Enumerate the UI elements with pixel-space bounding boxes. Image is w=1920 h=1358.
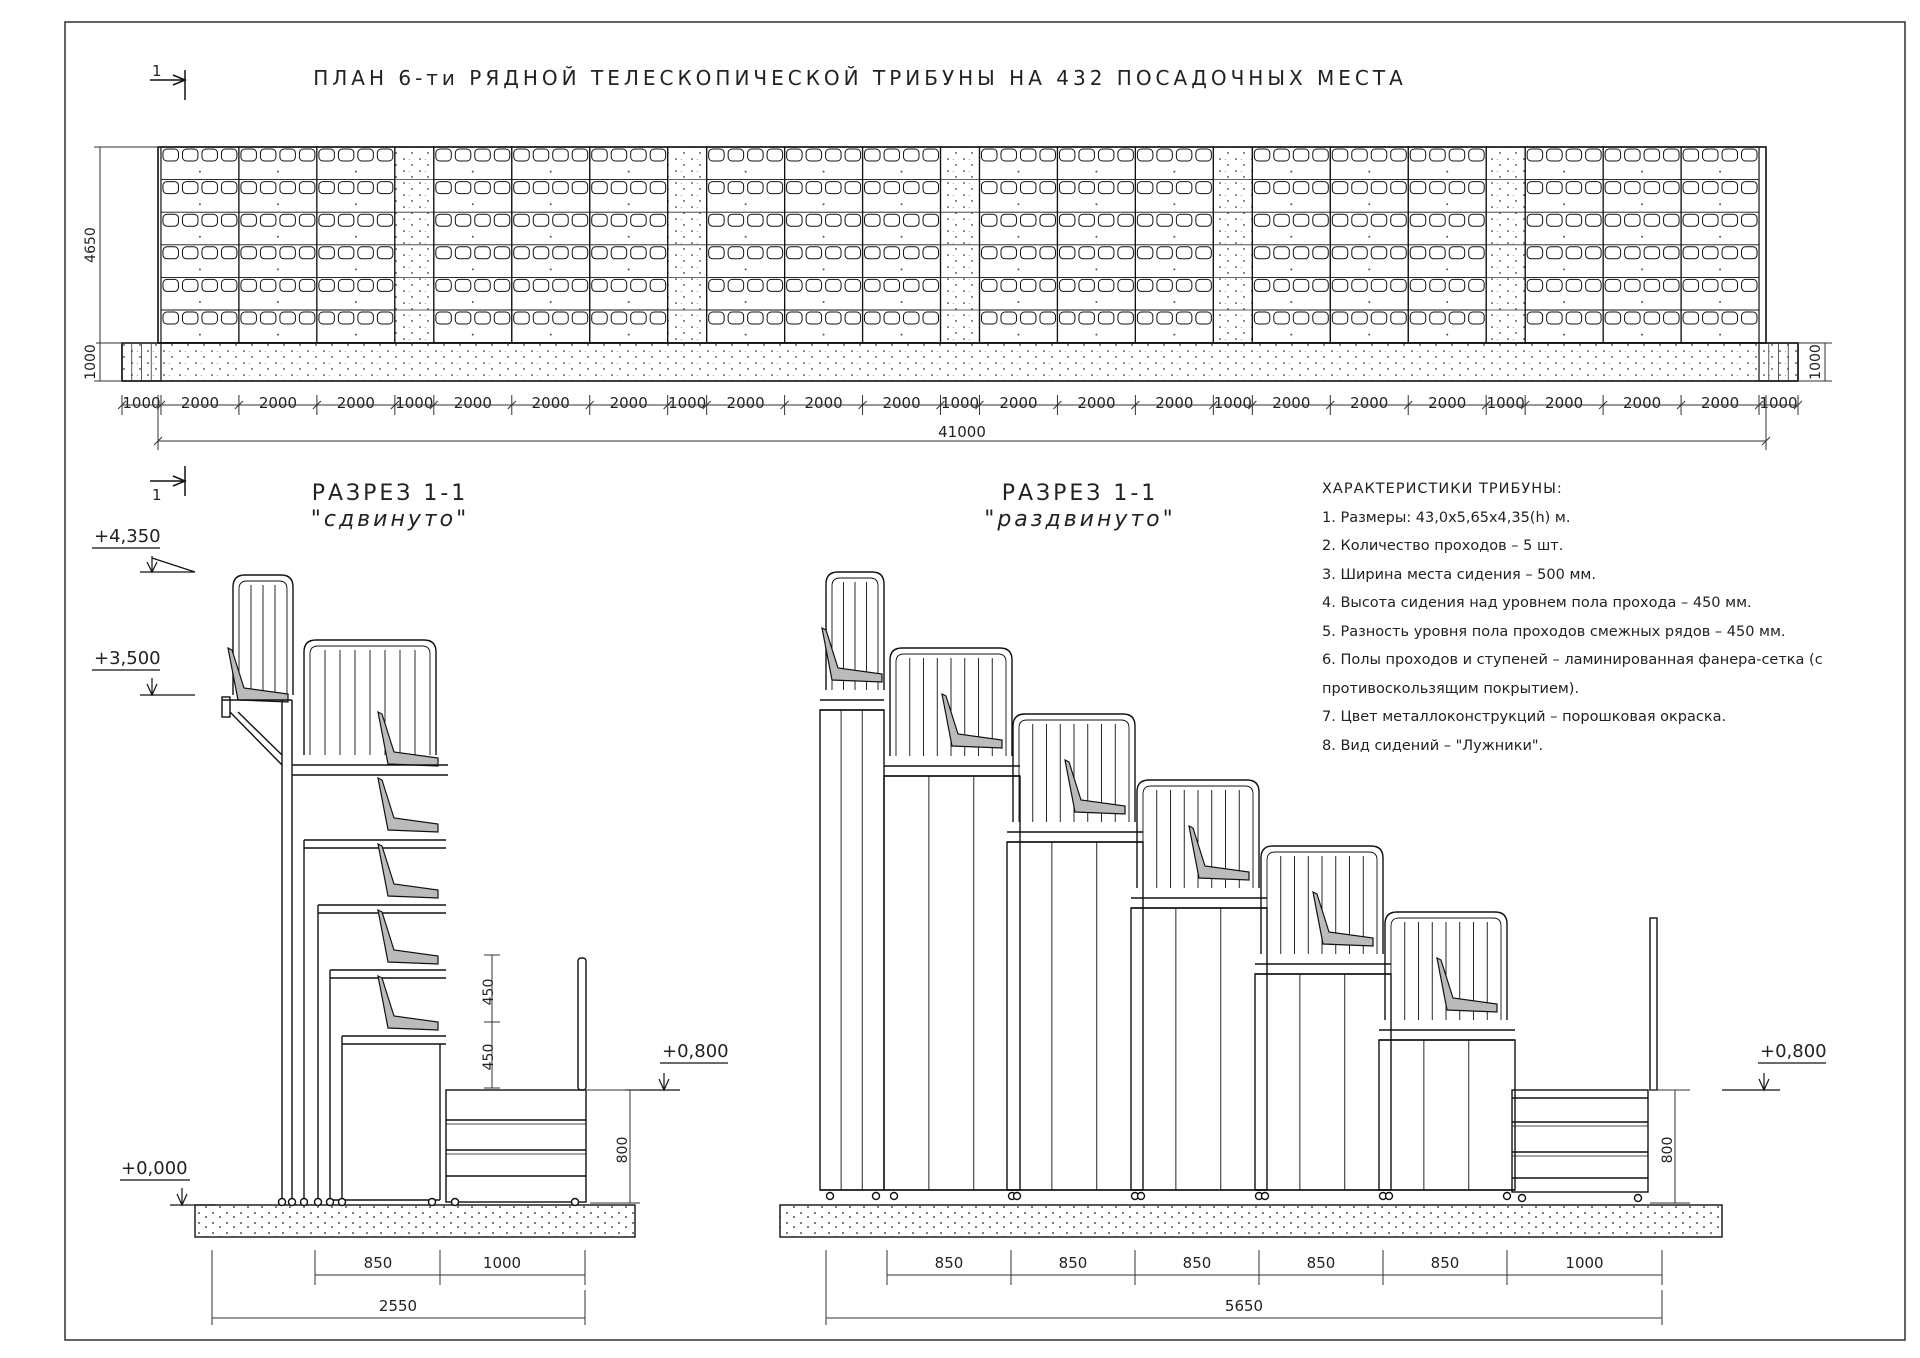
plan-walkway-right-label: 1000 (1808, 344, 1824, 380)
section-left-base-dim (584, 1090, 640, 1203)
elev-marker-step-right (1722, 1063, 1826, 1090)
note-item: 5. Разность уровня пола проходов смежных рядов – 450 мм. (1322, 623, 1786, 640)
note-item: 2. Количество проходов – 5 шт. (1322, 538, 1564, 554)
elev-floor-label: +0,000 (121, 1158, 188, 1179)
plan-bay-label: 2000 (1155, 394, 1194, 412)
seat-shell (822, 628, 882, 682)
elev-step-left-label: +0,800 (662, 1041, 729, 1062)
svg-text:1: 1 (152, 486, 162, 504)
plan-bay-dimensions (118, 394, 1802, 415)
svg-text:1: 1 (152, 62, 162, 80)
plan-walkway (122, 343, 1798, 381)
seat-shell (378, 712, 438, 766)
tier (1255, 846, 1391, 1200)
section-left-w1-label: 850 (363, 1254, 393, 1272)
section-right-width-dims (887, 1250, 1662, 1285)
plan-bay-label: 1000 (1759, 394, 1798, 412)
plan-bay-label: 2000 (453, 394, 492, 412)
elev-step-right-label: +0,800 (1760, 1041, 1827, 1062)
plan-bay-label: 2000 (1428, 394, 1467, 412)
elev-marker-step-left (625, 1063, 728, 1090)
section-right-ground (780, 1205, 1722, 1237)
seat-back-frame (304, 640, 436, 755)
section-left-total-label: 2550 (378, 1297, 418, 1315)
elev-top-label: +4,350 (94, 526, 161, 547)
section-mark-top (150, 62, 185, 100)
plan-bay-label: 2000 (726, 394, 765, 412)
section-right-base-label: 800 (1660, 1136, 1676, 1164)
plan-bay-label: 2000 (1077, 394, 1116, 412)
seat-shell (378, 910, 438, 964)
section-right-title: РАЗРЕЗ 1-1 (1001, 481, 1159, 506)
section-right-width-label: 850 (1306, 1254, 1336, 1272)
plan-bay-label: 1000 (668, 394, 707, 412)
tier (1379, 912, 1515, 1200)
railing (1650, 918, 1657, 1090)
section-left-base-label: 800 (615, 1136, 631, 1164)
plan-bay-label: 2000 (258, 394, 298, 412)
base-step (1512, 1090, 1648, 1202)
plan-bay-label: 2000 (999, 394, 1038, 412)
elev-marker-mid (92, 670, 195, 695)
plan-bay-label: 2000 (1272, 394, 1311, 412)
section-left-title: РАЗРЕЗ 1-1 (311, 481, 469, 506)
note-item: 6. Полы проходов и ступеней – ламинированная фанера-сетка (с противоскользящим покрытием). (1322, 652, 1823, 697)
tier (1131, 780, 1267, 1200)
riser-a-label: 450 (481, 978, 497, 1006)
plan-bay-label: 2000 (531, 394, 570, 412)
section-right-width-label: 1000 (1565, 1254, 1604, 1272)
section-left-structure (222, 575, 586, 1206)
section-right-width-label: 850 (934, 1254, 964, 1272)
plan-height-label: 4650 (83, 227, 99, 263)
section-left-subtitle: "сдвинуто" (310, 507, 470, 532)
section-right-subtitle: "раздвинуто" (984, 507, 1176, 532)
tier (820, 572, 884, 1200)
seat-shell (378, 844, 438, 898)
plan-bay-label: 2000 (1545, 394, 1584, 412)
elev-marker-top (92, 548, 195, 572)
section-right-width-label: 850 (1182, 1254, 1212, 1272)
plan-bay-label: 1000 (395, 394, 434, 412)
plan-bay-label: 2000 (882, 394, 921, 412)
plan-bay-label: 1000 (940, 394, 980, 412)
section-right-total-label: 5650 (1224, 1297, 1264, 1315)
seat-shell (228, 648, 288, 702)
note-item: 1. Размеры: 43,0х5,65х4,35(h) м. (1322, 509, 1571, 526)
section-right-width-label: 850 (1430, 1254, 1460, 1272)
note-item: 3. Ширина места сидения – 500 мм. (1322, 566, 1596, 583)
plan-bay-label: 2000 (1350, 394, 1389, 412)
plan-bay-label: 2000 (804, 394, 843, 412)
notes-heading: ХАРАКТЕРИСТИКИ ТРИБУНЫ: (1322, 481, 1563, 497)
tier (1007, 714, 1143, 1200)
elev-marker-floor (120, 1180, 215, 1205)
stand-characteristics (1322, 475, 1892, 760)
plan-bay-label: 2000 (609, 394, 648, 412)
section-mark-bottom (150, 466, 185, 504)
plan-bay-label: 1000 (1486, 394, 1525, 412)
plan-bay-label: 2000 (180, 394, 220, 412)
plan-total-label: 41000 (938, 423, 986, 441)
section-left-ground (195, 1205, 635, 1237)
tier (884, 648, 1020, 1200)
section-right-width-label: 850 (1058, 1254, 1088, 1272)
plan-bay-label: 1000 (122, 394, 161, 412)
plan-bay-label: 2000 (1622, 394, 1662, 412)
note-item: 8. Вид сидений – "Лужники". (1322, 737, 1544, 754)
plan-bay-label: 2000 (1700, 394, 1740, 412)
plan-bay-label: 2000 (336, 394, 375, 412)
svg-text:ПЛАН 6-ти РЯДНОЙ ТЕЛЕСКОПИЧЕСК: ПЛАН 6-ти РЯДНОЙ ТЕЛЕСКОПИЧЕСКОЙ ТРИБУНЫ НА 432 ПОСАДОЧНЫХ МЕСТА (313, 66, 1407, 90)
seat-shell (378, 778, 438, 832)
plan-bay-label: 1000 (1213, 394, 1252, 412)
note-item: 7. Цвет металлоконструкций – порошковая окраска. (1322, 709, 1727, 725)
seat-back-frame (233, 575, 293, 695)
note-item: 4. Высота сидения над уровнем пола прохода – 450 мм. (1322, 595, 1752, 611)
elev-mid-label: +3,500 (94, 648, 161, 669)
plan-walkway-left-label: 1000 (83, 344, 99, 380)
seat-shell (378, 976, 438, 1030)
plan-title (313, 66, 1407, 90)
riser-b-label: 450 (481, 1043, 497, 1071)
section-left-w2-label: 1000 (482, 1254, 522, 1272)
